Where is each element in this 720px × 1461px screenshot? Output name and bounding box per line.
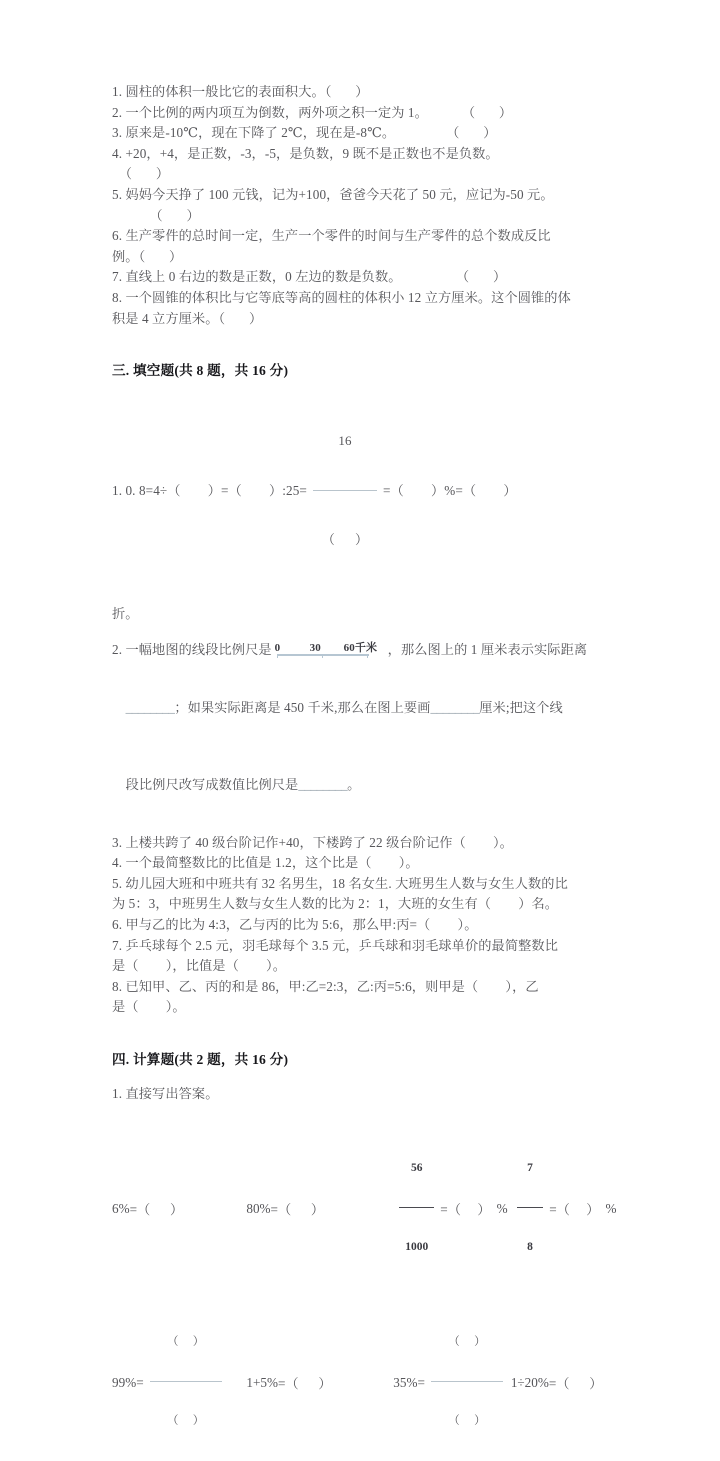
q1-prefix: 1. 0. 8=4÷（ ）=（ ）:25=: [112, 483, 307, 499]
fill-blank-question-8-line2: 是（ ）。: [112, 999, 186, 1015]
calc-item: [511, 1373, 620, 1392]
calc-row-2: [112, 1305, 620, 1461]
calc-row-1: [112, 1131, 620, 1287]
calc-answer-blank: =（ ）: [440, 1202, 491, 1218]
calc-item: [246, 1373, 393, 1392]
calc-item: [246, 1199, 393, 1218]
calc-expression: 99%: [112, 1374, 137, 1390]
fraction-bar: [150, 1381, 222, 1382]
fraction-7-over-8: [517, 1130, 543, 1286]
fill-blank-question-7-line1: 7. 乒乓球每个 2.5 元，羽毛球每个 3.5 元，乒乓球和羽毛球单价的最简整数比: [112, 937, 558, 953]
fill-blank-question-1-tail: 折。: [112, 605, 139, 621]
fill-blank-question-6: 6. 甲与乙的比为 4:3，乙与丙的比为 5:6，那么甲:丙=（ ）。: [112, 917, 478, 932]
answer-blank: ________: [125, 699, 175, 715]
fraction-denominator: 1000: [405, 1240, 429, 1253]
fraction-bar: [313, 490, 377, 491]
calc-answer-blank: =（ ）: [548, 1376, 603, 1392]
fraction-denominator: （ ）: [448, 1414, 486, 1427]
fill-blank-question-4: 4. 一个最简整数比的比值是 1.2，这个比是（ ）。: [112, 855, 419, 871]
fraction-denominator: 8: [527, 1240, 533, 1253]
fraction-numerator: 16: [338, 433, 352, 449]
fraction-16-over-blank: [313, 394, 377, 587]
fraction-numerator: 56: [411, 1161, 423, 1174]
calc-answer-blank: =（ ）: [549, 1202, 600, 1218]
fill-blank-question-7-line2: 是（ ），比值是（ ）。: [112, 958, 287, 974]
calc-answer-blank: =（ ）: [277, 1376, 332, 1392]
fraction-blank-over-blank: [431, 1304, 503, 1460]
judgement-item: 8. 一个圆锥的体积比与它等底等高的圆柱的体积小 12 立方厘米。这个圆锥的体: [112, 289, 571, 305]
answer-blank: ________: [430, 699, 480, 715]
calc-item: [112, 1199, 246, 1218]
q2-part3: ；如果实际距离是 450 千米,那么在图上要画: [174, 699, 431, 715]
percent-sign: %: [605, 1200, 617, 1216]
fill-blank-question-1: [112, 395, 620, 588]
fraction-bar: [517, 1207, 543, 1208]
fill-blank-question-5-line1: 5. 幼儿园大班和中班共有 32 名男生，18 名女生. 大班男生人数与女生人数的比: [112, 875, 568, 891]
fraction-bar: [431, 1381, 503, 1382]
calc-item: [393, 1131, 511, 1287]
q2-part2: ，那么图上的 1 厘米表示实际距离: [387, 642, 588, 658]
judgement-item-continuation: 例。（ ）: [112, 248, 183, 264]
fraction-denominator: （ ）: [166, 1414, 205, 1427]
judgement-item-continuation: （ ）: [112, 207, 200, 223]
q2-part4: 厘米;把这个线: [479, 699, 563, 715]
fraction-blank-over-blank: [150, 1304, 222, 1460]
fraction-numerator: 7: [527, 1161, 533, 1174]
scale-bar-tick: [322, 654, 323, 658]
scale-label-max: 60千米: [343, 642, 378, 655]
fraction-bar: [399, 1207, 434, 1208]
q1-suffix: =（ ）%=（ ）: [382, 483, 517, 499]
q2-part5: 段比例尺改写成数值比例尺是: [125, 777, 299, 793]
calc-expression: 80%: [246, 1200, 271, 1216]
fill-blank-question-2-line3: [112, 755, 620, 817]
calc-expression: 35%: [393, 1374, 418, 1390]
judgement-item: 7. 直线上 0 右边的数是正数，0 左边的数是负数。 （ ）: [112, 269, 507, 285]
judgement-item-list: [112, 82, 620, 329]
fill-blank-question-8-line1: 8. 已知甲、乙、丙的和是 86，甲:乙=2:3，乙:丙=5:6，则甲是（ ），乙: [112, 978, 539, 994]
judgement-item: 2. 一个比例的两内项互为倒数，两外项之积一定为 1。 （ ）: [112, 104, 513, 120]
calc-answer-blank: =（ ）: [129, 1202, 184, 1218]
scale-bar-diagram: [274, 640, 386, 660]
calc-expression: 1÷20%: [510, 1374, 549, 1390]
scale-label-mid: 30: [309, 642, 321, 655]
q2-part1: 2. 一幅地图的线段比例尺是: [112, 642, 272, 658]
judgement-item: 6. 生产零件的总时间一定，生产一个零件的时间与生产零件的总个数成反比: [112, 228, 551, 244]
scale-bar-tick: [277, 654, 278, 658]
fraction-numerator: （ ）: [166, 1335, 205, 1348]
equals-sign: =: [136, 1374, 144, 1390]
answer-blank: ________: [298, 777, 348, 793]
judgement-item-continuation: （ ）: [112, 166, 170, 182]
calc-answer-blank: =（ ）: [270, 1202, 325, 1218]
q2-part5-end: 。: [347, 777, 361, 793]
fill-blank-question-5-line2: 为 5：3，中班男生人数与女生人数的比为 2：1，大班的女生有（ ）名。: [112, 896, 559, 912]
fraction-denominator: （ ）: [321, 531, 369, 547]
judgement-item: 4. +20，+4，是正数，-3，-5，是负数，9 既不是正数也不是负数。: [112, 145, 499, 161]
calc-item: [511, 1131, 620, 1287]
section-heading-fill-blank: 三. 填空题(共 8 题，共 16 分): [112, 363, 289, 379]
judgement-item-continuation: 积是 4 立方厘米。（ ）: [112, 310, 263, 326]
calc-question-1-label: 1. 直接写出答案。: [112, 1085, 219, 1101]
judgement-item: 5. 妈妈今天挣了 100 元钱，记为+100，爸爸今天花了 50 元，应记为-50 元。: [112, 186, 554, 202]
calc-item: [112, 1305, 246, 1461]
judgement-item: 1. 圆柱的体积一般比它的表面积大。（ ）: [112, 84, 369, 99]
fill-blank-question-2-line2: [112, 677, 620, 739]
fraction-56-over-1000: [399, 1130, 434, 1286]
equals-sign: =: [417, 1374, 425, 1390]
scale-label-zero: 0: [274, 642, 281, 655]
scale-bar-labels: [274, 638, 386, 655]
fill-blank-question-2-line1: [112, 640, 620, 661]
calc-expression: 1+5%: [246, 1374, 278, 1390]
section-heading-calculation: 四. 计算题(共 2 题，共 16 分): [112, 1051, 289, 1067]
judgement-item: 3. 原来是-10℃，现在下降了 2℃，现在是-8℃。 （ ）: [112, 125, 497, 141]
scale-bar-tick: [367, 654, 368, 658]
percent-sign: %: [496, 1200, 508, 1216]
calc-item: [393, 1305, 511, 1461]
fill-blank-question-3: 3. 上楼共跨了 40 级台阶记作+40，下楼跨了 22 级台阶记作（ ）。: [112, 834, 513, 850]
calc-expression: 6%: [112, 1200, 130, 1216]
fraction-numerator: （ ）: [448, 1335, 486, 1348]
